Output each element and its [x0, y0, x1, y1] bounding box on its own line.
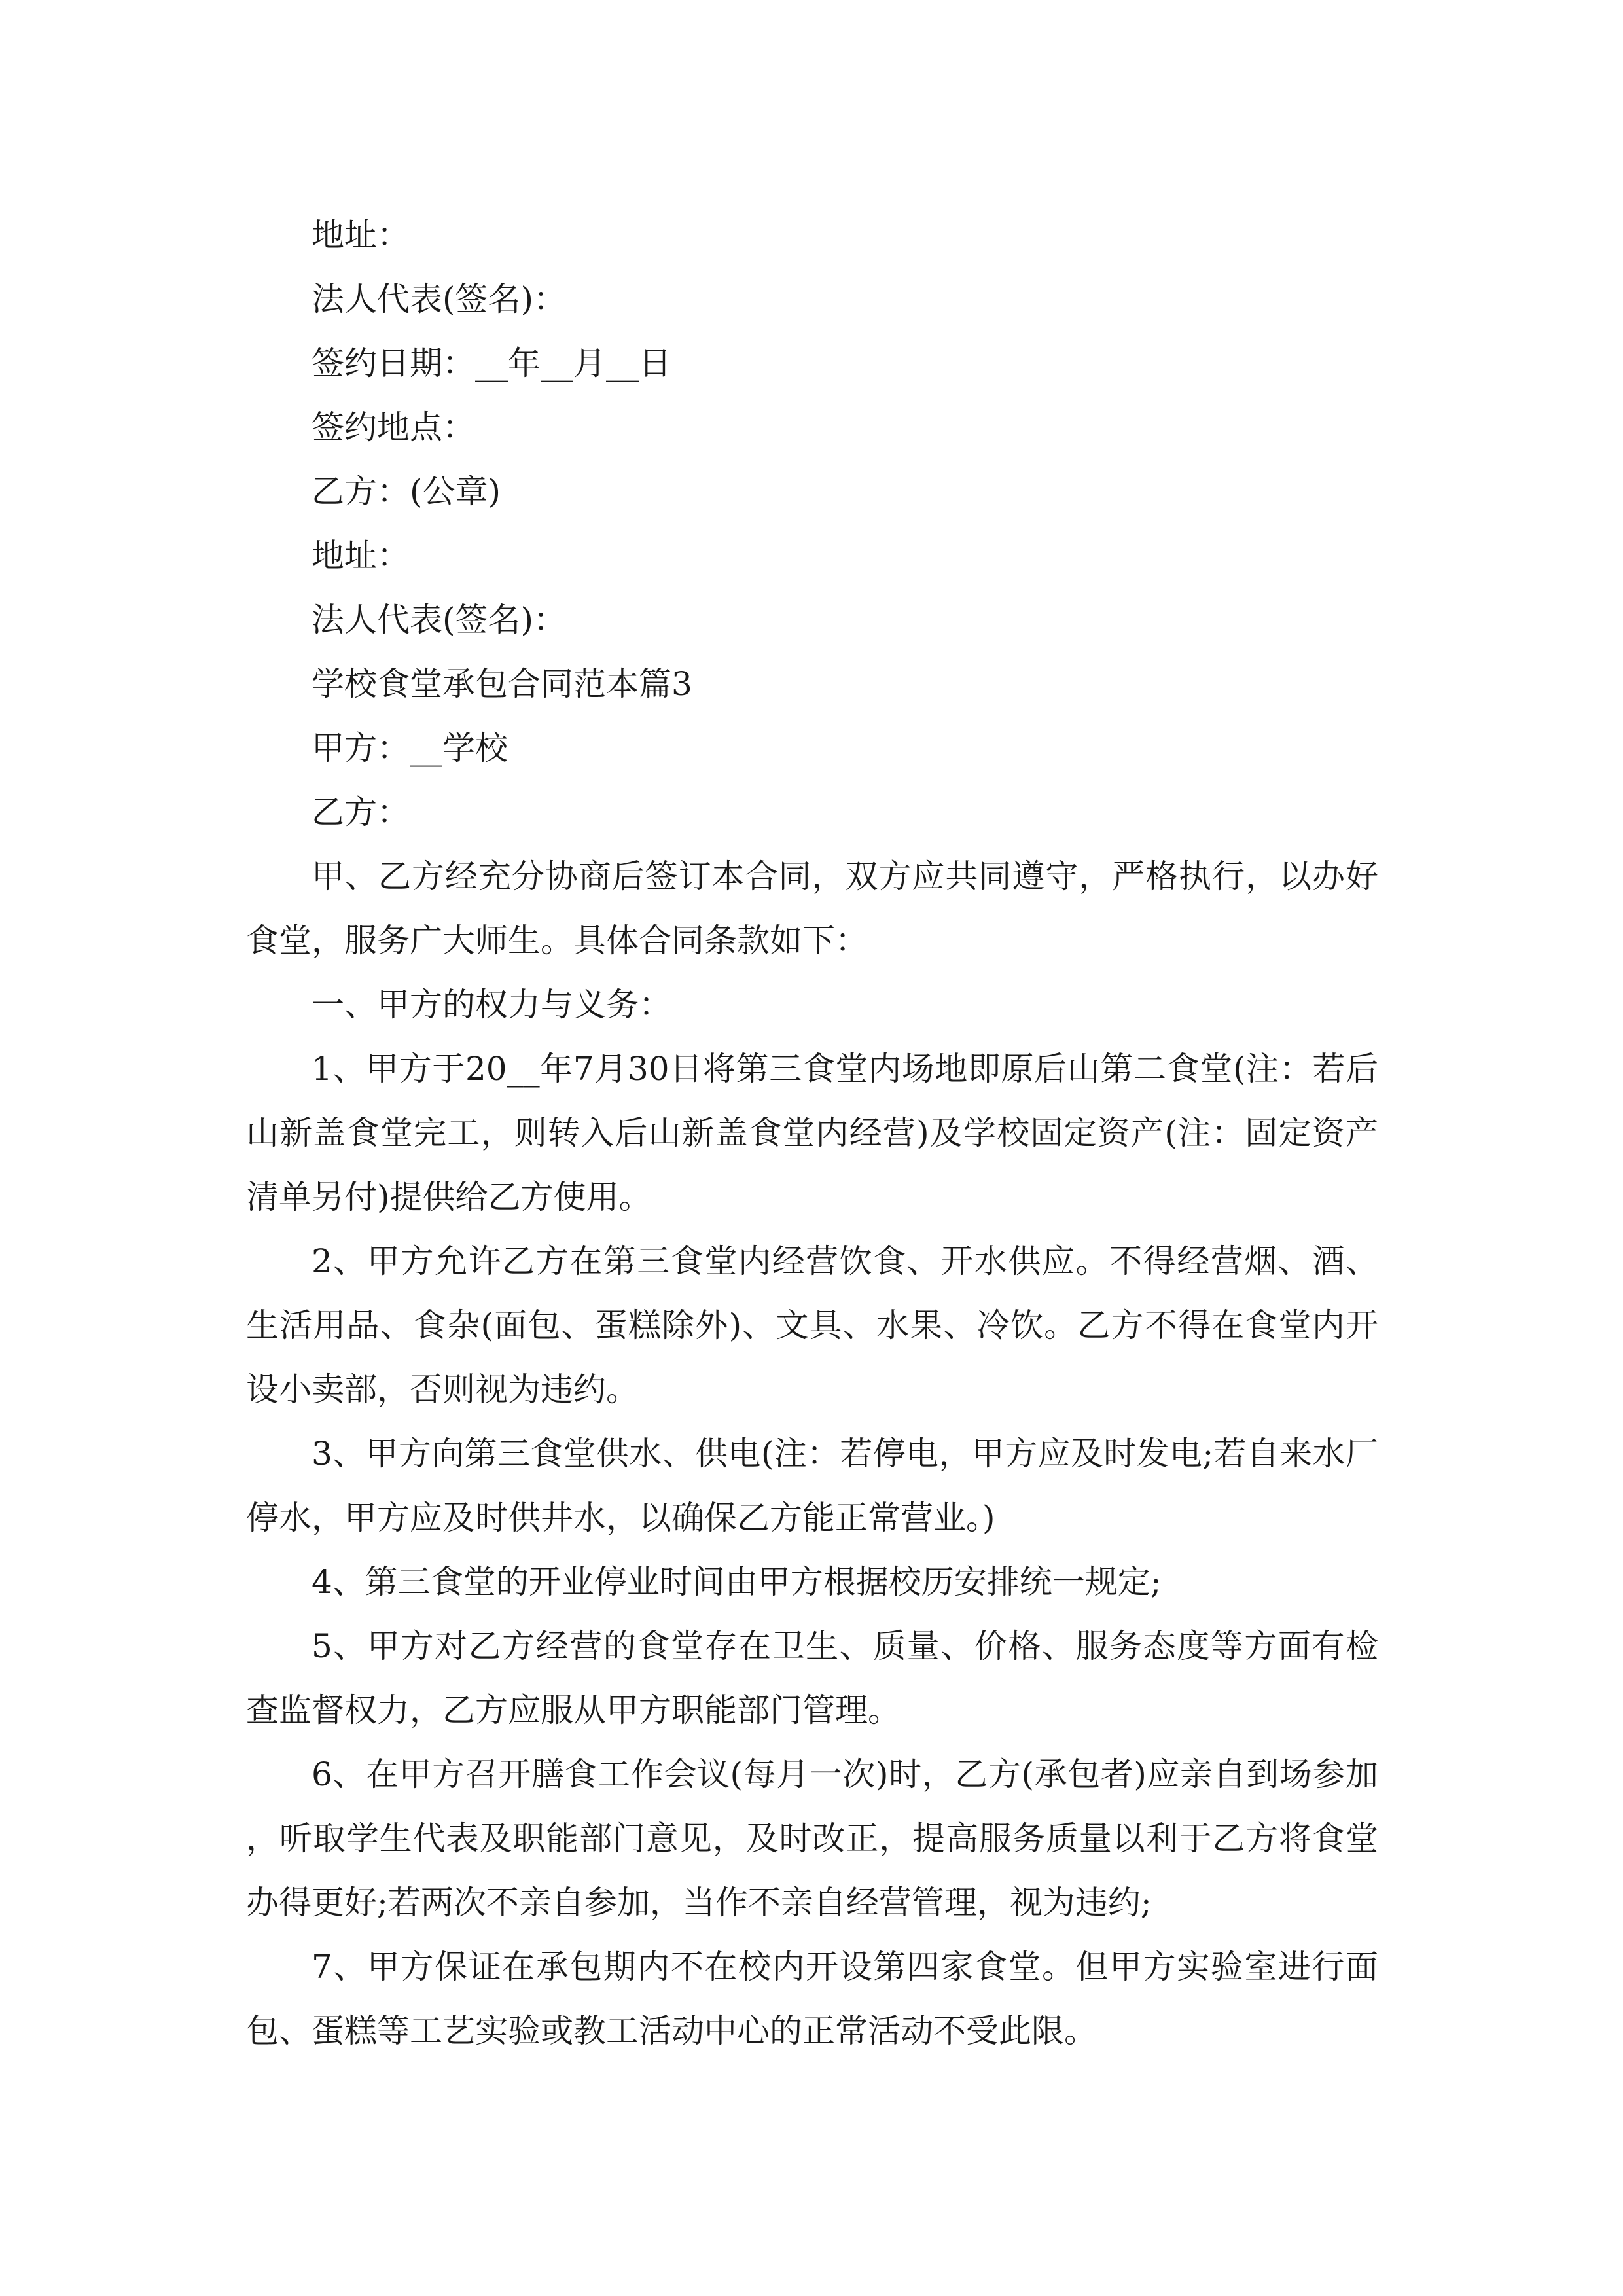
party-b-seal-line: 乙方：(公章) — [312, 473, 501, 511]
preamble-paragraph: 甲、乙方经充分协商后签订本合同，双方应共同遵守，严格执行，以办好食堂，服务广大师生。具体合同条款如下： — [246, 857, 1378, 960]
party-b-line: 乙方： — [312, 793, 410, 831]
clause-2: 2、甲方允许乙方在第三食堂内经营饮食、开水供应。不得经营烟、酒、生活用品、食杂(面包、蛋糕除外)、文具、水果、冷饮。乙方不得在食堂内开设小卖部，否则视为违约。 — [246, 1242, 1378, 1408]
signing-date-line: 签约日期：__年__月__日 — [312, 344, 671, 382]
section-heading: 学校食堂承包合同范本篇3 — [312, 665, 692, 703]
clause-3: 3、甲方向第三食堂供水、供电(注：若停电，甲方应及时发电;若自来水厂停水，甲方应及时供井水，以确保乙方能正常营业。) — [246, 1435, 1378, 1537]
clause-heading-party-a-rights: 一、甲方的权力与义务： — [312, 986, 671, 1024]
clause-4: 4、第三食堂的开业停业时间由甲方根据校历安排统一规定; — [312, 1563, 1162, 1601]
party-a-line: 甲方：__学校 — [312, 729, 508, 767]
party-a-address-line: 地址： — [312, 216, 410, 254]
clause-6: 6、在甲方召开膳食工作会议(每月一次)时，乙方(承包者)应亲自到场参加，听取学生代表及职能部门意见，及时改正，提高服务质量以利于乙方将食堂办得更好;若两次不亲自参加，当作不亲自经营管理，视为违约; — [246, 1755, 1378, 1922]
clause-7: 7、甲方保证在承包期内不在校内开设第四家食堂。但甲方实验室进行面包、蛋糕等工艺实验或教工活动中心的正常活动不受此限。 — [246, 1948, 1378, 2050]
party-b-address-line: 地址： — [312, 537, 410, 575]
party-a-legal-rep-signature-line: 法人代表(签名)： — [312, 280, 567, 318]
clause-1: 1、甲方于20__年7月30日将第三食堂内场地即原后山第二食堂(注：若后山新盖食堂完工，则转入后山新盖食堂内经营)及学校固定资产(注：固定资产清单另付)提供给乙方使用。 — [246, 1050, 1378, 1216]
clause-5: 5、甲方对乙方经营的食堂存在卫生、质量、价格、服务态度等方面有检查监督权力，乙方应服从甲方职能部门管理。 — [246, 1627, 1378, 1729]
document-body — [246, 203, 1378, 2063]
signing-location-line: 签约地点： — [312, 408, 475, 446]
party-b-legal-rep-signature-line: 法人代表(签名)： — [312, 601, 567, 639]
